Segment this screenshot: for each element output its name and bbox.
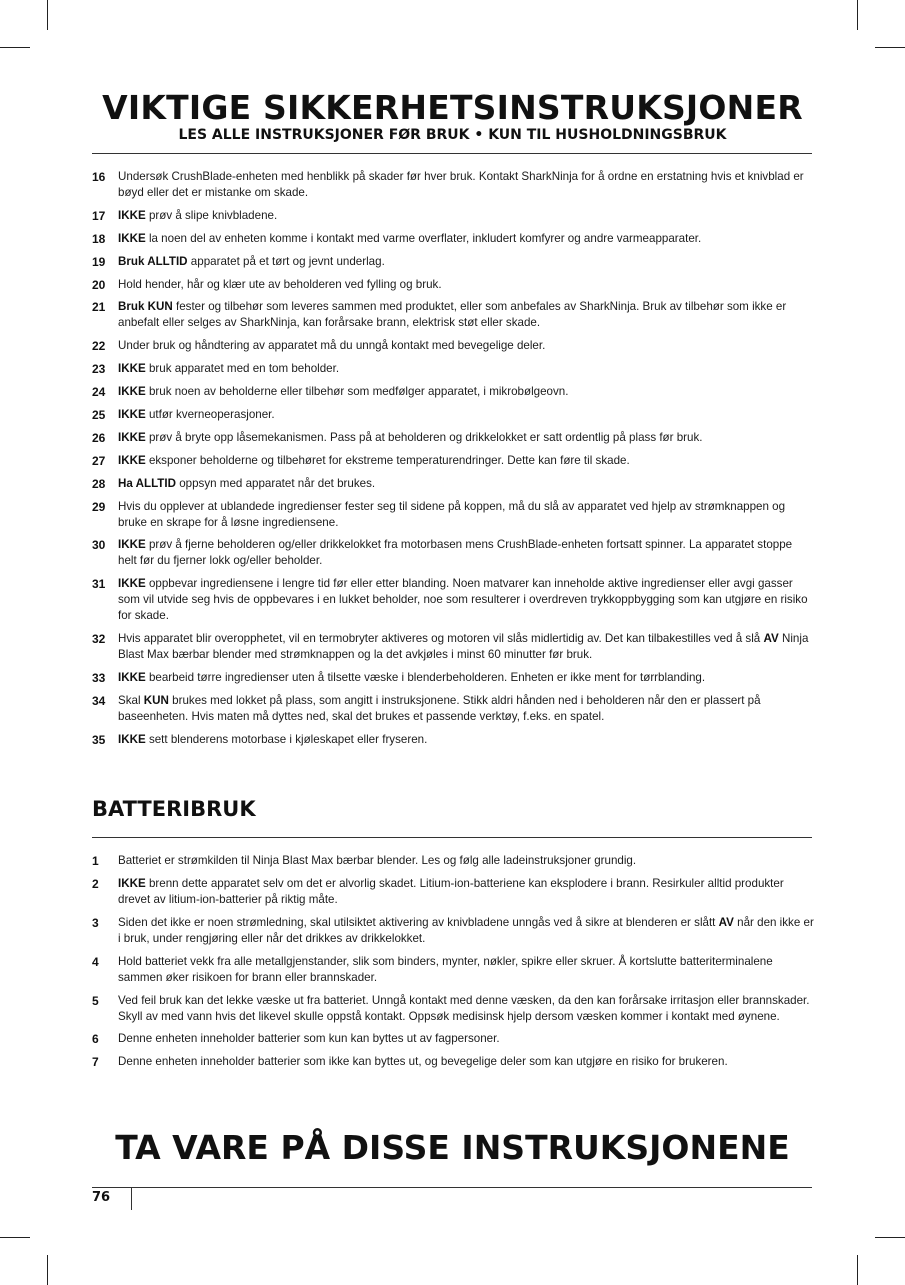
- item-text: prøv å slipe knivbladene.: [148, 208, 278, 222]
- item-number: 16: [92, 170, 106, 184]
- list-item: [92, 1031, 814, 1047]
- item-keyword: KUN: [143, 694, 169, 708]
- list-item: [92, 430, 814, 446]
- list-item: [92, 732, 814, 748]
- item-text: Batteriet er strømkilden til Ninja Blast Max bærbar blender. Les og følg alle ladeinstruksjoner grundig.: [118, 854, 637, 867]
- page-number-divider: [131, 1188, 132, 1210]
- list-item: [92, 876, 814, 908]
- list-item: [92, 338, 814, 354]
- item-keyword: IKKE: [118, 430, 146, 444]
- item-number: 5: [92, 993, 99, 1008]
- list-item: [92, 631, 814, 663]
- item-text: oppsyn med apparatet når det brukes.: [179, 476, 376, 490]
- item-number: 2: [92, 876, 99, 891]
- item-number: 24: [92, 385, 106, 400]
- item-number: 22: [92, 339, 106, 354]
- crop-mark: [875, 1237, 905, 1238]
- list-item: [92, 453, 814, 469]
- list-item: [92, 537, 814, 569]
- item-number: 34: [92, 694, 106, 709]
- list-item: [92, 231, 814, 247]
- item-keyword: IKKE: [118, 538, 146, 552]
- item-number: 27: [92, 453, 106, 468]
- footer-title: TA VARE PÅ DISSE INSTRUKSJONENE: [115, 1128, 790, 1167]
- item-keyword: IKKE: [118, 671, 146, 685]
- list-item: [92, 693, 814, 725]
- list-item: [92, 1054, 814, 1070]
- item-number: 33: [92, 671, 106, 686]
- item-keyword: IKKE: [118, 453, 146, 467]
- item-text: utfør kverneoperasjoner.: [148, 408, 275, 422]
- item-text: Ninja Blast Max bærbar blender med strømknappen og la det avkjøles i minst 60 minutter før bruk.: [118, 632, 809, 662]
- item-keyword: IKKE: [118, 208, 146, 222]
- list-item: [92, 361, 814, 377]
- crop-mark: [47, 1255, 48, 1285]
- list-item: [92, 299, 814, 331]
- item-number: 28: [92, 476, 106, 491]
- item-number: 7: [92, 1055, 99, 1070]
- page-subtitle: LES ALLE INSTRUKSJONER FØR BRUK • KUN TIL HUSHOLDNINGSBRUK: [178, 127, 727, 143]
- item-number: 35: [92, 732, 106, 747]
- crop-mark: [0, 1237, 30, 1238]
- item-number: 26: [92, 430, 106, 445]
- crop-mark: [857, 0, 858, 30]
- list-item: [92, 384, 814, 400]
- list-item: [92, 277, 814, 293]
- item-text: prøv å fjerne beholderen og/eller drikkelokket fra motorbasen mens CrushBlade-enheten fortsatt spinner. La apparatet stoppe helt før du fjerner lokk og/eller beholder.: [118, 538, 793, 568]
- item-keyword: IKKE: [118, 231, 146, 245]
- item-text: bruk apparatet med en tom beholder.: [148, 362, 340, 376]
- item-text: brenn dette apparatet selv om det er alvorlig skadet. Litium-ion-batteriene kan eksplodere i brann. Resirkuler alltid produkter drevet av litium-ion-batterier på riktig måte.: [118, 876, 784, 906]
- list-item: [92, 670, 814, 686]
- item-text: apparatet på et tørt og jevnt underlag.: [190, 254, 385, 268]
- footer-divider: [92, 1187, 812, 1188]
- item-text: Siden det ikke er noen strømledning, skal utilsiktet aktivering av knivbladene unngås ved å sikre at blenderen er slått: [118, 915, 716, 929]
- safety-instructions-list: [92, 169, 814, 755]
- item-number: 31: [92, 577, 106, 592]
- item-text: Hvis apparatet blir overopphetet, vil en termobryter aktiveres og motoren vil slås midlertidig av. Det kan tilbakestilles ved å slå: [118, 632, 761, 646]
- item-number: 6: [92, 1032, 99, 1047]
- list-item: [92, 915, 814, 947]
- list-item: [92, 169, 814, 201]
- page-number: 76: [92, 1190, 111, 1205]
- crop-mark: [0, 47, 30, 48]
- item-keyword: IKKE: [118, 385, 146, 399]
- item-number: 19: [92, 254, 106, 269]
- crop-mark: [875, 47, 905, 48]
- battery-section-heading: BATTERIBRUK: [92, 797, 256, 821]
- item-text: Hold batteriet vekk fra alle metallgjenstander, slik som binders, mynter, nøkler, spikre eller skruer. Å kortslutte batteriterminalene sammen øker risikoen for brann eller brannskader.: [118, 954, 773, 984]
- item-text: Ved feil bruk kan det lekke væske ut fra batteriet. Unngå kontakt med denne væsken, da den kan forårsake irritasjon eller brannskader. Skyll av med vann hvis det likevel skulle oppstå kontakt. Oppsøk medisinsk hjelp dersom væsken kommer i kontakt med øynene.: [118, 993, 810, 1023]
- item-number: 29: [92, 499, 106, 514]
- item-text: Skal: [118, 694, 141, 708]
- item-text: bruk noen av beholderne eller tilbehør som medfølger apparatet, i mikrobølgeovn.: [148, 385, 569, 399]
- item-keyword: IKKE: [118, 362, 146, 376]
- list-item: [92, 499, 814, 531]
- item-text: fester og tilbehør som leveres sammen med produktet, eller som anbefales av SharkNinja. Bruk av tilbehør som ikke er anbefalt eller selges av SharkNinja, kan forårsake brann, elektrisk støt eller skade.: [118, 300, 787, 330]
- item-text: Denne enheten inneholder batterier som kun kan byttes ut av fagpersoner.: [118, 1032, 500, 1046]
- item-number: 3: [92, 915, 99, 930]
- item-text: eksponer beholderne og tilbehøret for ekstreme temperaturendringer. Dette kan føre til skade.: [148, 453, 630, 467]
- item-text: Under bruk og håndtering av apparatet må du unngå kontakt med bevegelige deler.: [118, 339, 546, 353]
- item-number: 25: [92, 408, 106, 423]
- item-keyword: AV: [718, 915, 734, 929]
- list-item: [92, 853, 814, 869]
- crop-mark: [857, 1255, 858, 1285]
- crop-mark: [47, 0, 48, 30]
- item-keyword: IKKE: [118, 732, 146, 746]
- battery-divider: [92, 837, 812, 838]
- item-text: oppbevar ingrediensene i lengre tid før eller etter blanding. Noen matvarer kan inneholde aktive ingredienser eller avgi gasser som vil utvide seg hvis de oppbevares i en lukket beholder, noe som resulterer i overdreven trykkoppbygging som kan utgjøre en risiko for skade.: [118, 577, 808, 623]
- item-number: 20: [92, 277, 106, 292]
- item-text: Hold hender, hår og klær ute av beholderen ved fylling og bruk.: [118, 277, 442, 291]
- item-keyword: Bruk KUN: [118, 300, 173, 314]
- item-text: Denne enheten inneholder batterier som ikke kan byttes ut, og bevegelige deler som kan utgjøre en risiko for brukeren.: [118, 1055, 728, 1069]
- item-number: 32: [92, 632, 106, 647]
- item-keyword: Bruk ALLTID: [118, 254, 188, 268]
- item-text: brukes med lokket på plass, som angitt i instruksjonene. Stikk aldri hånden ned i beholderen når den er plassert på baseenheten. Hvis maten må dyttes ned, skal det brukes et passende verktøy, f.eks. en spatel.: [118, 694, 761, 724]
- item-keyword: IKKE: [118, 876, 146, 890]
- list-item: [92, 254, 814, 270]
- list-item: [92, 407, 814, 423]
- item-keyword: IKKE: [118, 577, 146, 591]
- page-title: VIKTIGE SIKKERHETSINSTRUKSJONER: [102, 88, 803, 127]
- item-text: sett blenderens motorbase i kjøleskapet eller fryseren.: [148, 732, 428, 746]
- item-keyword: IKKE: [118, 408, 146, 422]
- item-number: 1: [92, 854, 99, 868]
- list-item: [92, 954, 814, 986]
- list-item: [92, 208, 814, 224]
- header-divider: [92, 153, 812, 154]
- item-text: Undersøk CrushBlade-enheten med henblikk på skader før hver bruk. Kontakt SharkNinja for å ordne en erstatning hvis et knivblad er bøyd eller det er mistanke om skade.: [118, 170, 804, 199]
- item-keyword: AV: [763, 632, 779, 646]
- item-keyword: Ha ALLTID: [118, 476, 176, 490]
- item-number: 21: [92, 300, 106, 315]
- item-text: når den ikke er i bruk, under rengjøring eller når det drikkes av drikkelokket.: [118, 915, 814, 945]
- item-text: Hvis du opplever at ublandede ingredienser fester seg til sidene på koppen, må du slå av apparatet ved hjelp av strømknappen og bruke en skrape for å løsne ingrediensene.: [118, 499, 786, 529]
- item-number: 23: [92, 362, 106, 377]
- item-text: la noen del av enheten komme i kontakt med varme overflater, inkludert komfyrer og andre varmeapparater.: [148, 231, 702, 245]
- item-text: bearbeid tørre ingredienser uten å tilsette væske i blenderbeholderen. Enheten er ikke ment for tørrblanding.: [148, 671, 706, 685]
- item-number: 30: [92, 538, 106, 553]
- battery-instructions-list: [92, 853, 814, 1077]
- item-number: 18: [92, 231, 106, 246]
- item-number: 4: [92, 954, 99, 969]
- item-number: 17: [92, 208, 106, 223]
- list-item: [92, 476, 814, 492]
- list-item: [92, 576, 814, 624]
- item-text: prøv å bryte opp låsemekanismen. Pass på at beholderen og drikkelokket er satt ordentlig på plass før bruk.: [148, 430, 703, 444]
- list-item: [92, 993, 814, 1025]
